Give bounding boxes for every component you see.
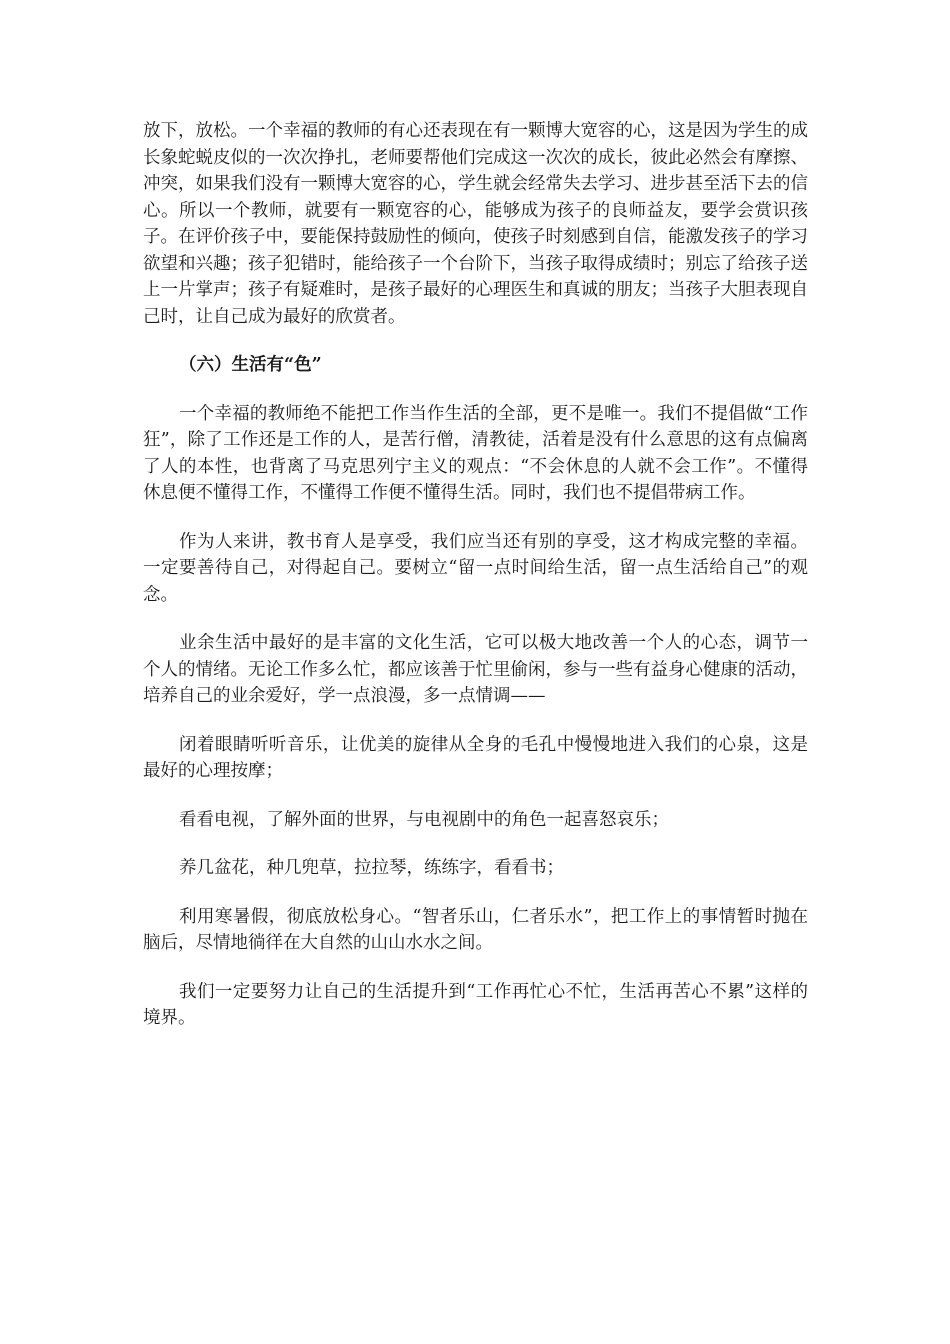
paragraph-leisure: 业余生活中最好的是丰富的文化生活，它可以极大地改善一个人的心态，调节一个人的情绪。无论工作多么忙，都应该善于忙里偷闲，参与一些有益身心健康的活动，培养自己的业余爱好，学一点浪漫，多一点情调—— — [143, 633, 808, 706]
paragraph-tv: 看看电视，了解外面的世界，与电视剧中的角色一起喜怒哀乐； — [179, 809, 669, 830]
paragraph-continuation: 放下，放松。一个幸福的教师的有心还表现在有一颗博大宽容的心，这是因为学生的成长象蛇蜕皮似的一次次挣扎，老师要帮他们完成这一次次的成长，彼此必然会有摩擦、冲突，如果我们没有一颗博大宽容的心，学生就会经常失去学习、进步甚至活下去的信心。所以一个教师，就要有一颗宽容的心，能够成为孩子的良师益友，要学会赏识孩子。在评价孩子中，要能保持鼓励性的倾向，使孩子时刻感到自信，能激发孩子的学习欲望和兴趣；孩子犯错时，能给孩子一个台阶下，当孩子取得成绩时；别忘了给孩子送上一片掌声；孩子有疑难时，是孩子最好的心理医生和真诚的朋友；当孩子大胆表现自己时，让自己成为最好的欣赏者。 — [143, 121, 808, 327]
document-page — [143, 118, 808, 1032]
paragraph-life-balance: 一个幸福的教师绝不能把工作当作生活的全部，更不是唯一。我们不提倡做“工作狂”，除了工作还是工作的人，是苦行僧，清教徒，活着是没有什么意思的这有点偏离了人的本性，也背离了马克思列宁主义的观点：“不会休息的人就不会工作”。不懂得休息便不懂得工作，不懂得工作便不懂得生活。同时，我们也不提倡带病工作。 — [143, 403, 808, 503]
section-heading: （六）生活有“色” — [179, 355, 322, 375]
paragraph-holidays: 利用寒暑假，彻底放松身心。“智者乐山，仁者乐水”，把工作上的事情暂时抛在脑后，尽情地徜徉在大自然的山山水水之间。 — [143, 906, 808, 953]
paragraph-hobbies: 养几盆花，种几兜草，拉拉琴，练练字，看看书； — [179, 858, 564, 878]
paragraph-music: 闭着眼睛听听音乐，让优美的旋律从全身的毛孔中慢慢地进入我们的心泉，这是最好的心理按摩； — [143, 734, 808, 781]
paragraph-enjoyment: 作为人来讲，教书育人是享受，我们应当还有别的享受，这才构成完整的幸福。一定要善待自己，对得起自己。要树立“留一点时间给生活，留一点生活给自己”的观念。 — [143, 531, 808, 605]
paragraph-conclusion: 我们一定要努力让自己的生活提升到“工作再忙心不忙，生活再苦心不累”这样的境界。 — [143, 981, 808, 1028]
